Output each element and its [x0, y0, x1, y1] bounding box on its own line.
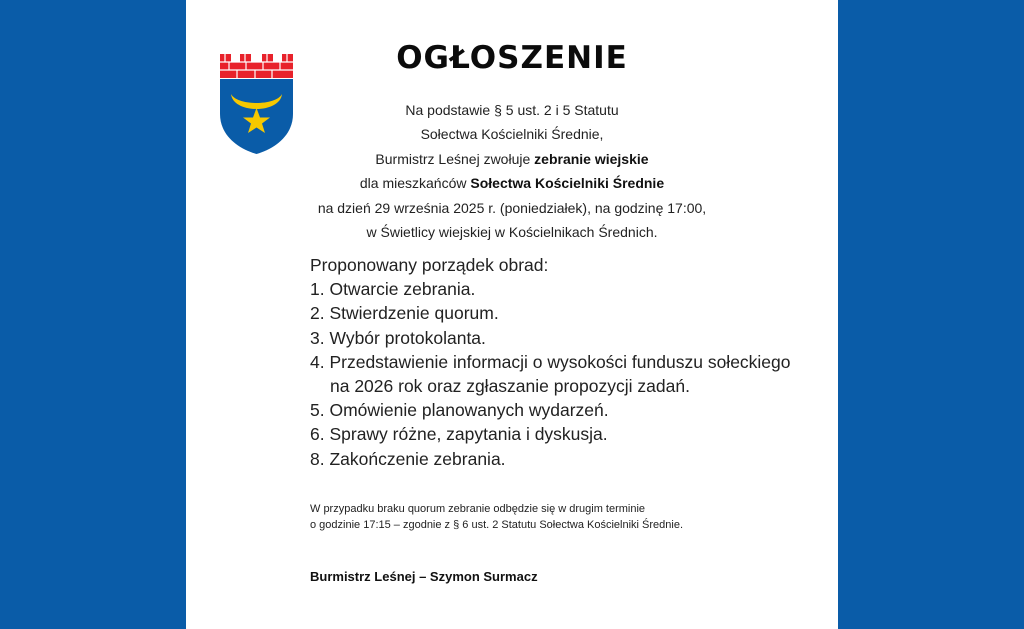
- intro-line: [186, 171, 838, 195]
- quorum-note: [310, 502, 830, 533]
- signature: Burmistrz Leśnej – Szymon Surmacz: [310, 569, 538, 584]
- intro-text-span: dla mieszkańców: [359, 175, 471, 192]
- agenda-item: 4. Przedstawienie informacji o wysokości funduszu sołeckiego: [310, 351, 791, 372]
- agenda-item: 1. Otwarcie zebrania.: [310, 279, 476, 300]
- intro-line: w Świetlicy wiejskiej w Kościelnikach Średnich.: [366, 224, 658, 241]
- agenda-item-continuation: na 2026 rok oraz zgłaszanie propozycji zadań.: [330, 376, 690, 397]
- intro-bold-span: zebranie wiejskie: [534, 150, 649, 167]
- agenda-item: 2. Stwierdzenie quorum.: [310, 303, 499, 324]
- note-line: o godzinie 17:15 – zgodnie z § 6 ust. 2 Statutu Sołectwa Kościelniki Średnie.: [310, 518, 684, 531]
- intro-line: Sołectwa Kościelniki Średnie,: [420, 126, 604, 143]
- note-line: W przypadku braku quorum zebranie odbędzie się w drugim terminie: [310, 503, 646, 515]
- intro-text-span: Burmistrz Leśnej zwołuje: [375, 150, 535, 167]
- agenda: [310, 253, 830, 471]
- agenda-item: 3. Wybór protokolanta.: [310, 327, 486, 348]
- agenda-item: 5. Omówienie planowanych wydarzeń.: [310, 400, 609, 421]
- page-title: OGŁOSZENIE: [396, 40, 628, 76]
- intro-text: [186, 98, 838, 244]
- intro-bold-span: Sołectwa Kościelniki Średnie: [470, 175, 665, 192]
- intro-line: Na podstawie § 5 ust. 2 i 5 Statutu: [405, 102, 619, 118]
- agenda-heading: Proponowany porządek obrad:: [310, 255, 549, 275]
- agenda-item: 8. Zakończenie zebrania.: [310, 448, 506, 469]
- agenda-item: 6. Sprawy różne, zapytania i dyskusja.: [310, 424, 608, 445]
- intro-line: na dzień 29 września 2025 r. (poniedziałek), na godzinę 17:00,: [317, 199, 707, 216]
- intro-line: [186, 147, 838, 171]
- announcement-page: [186, 0, 838, 629]
